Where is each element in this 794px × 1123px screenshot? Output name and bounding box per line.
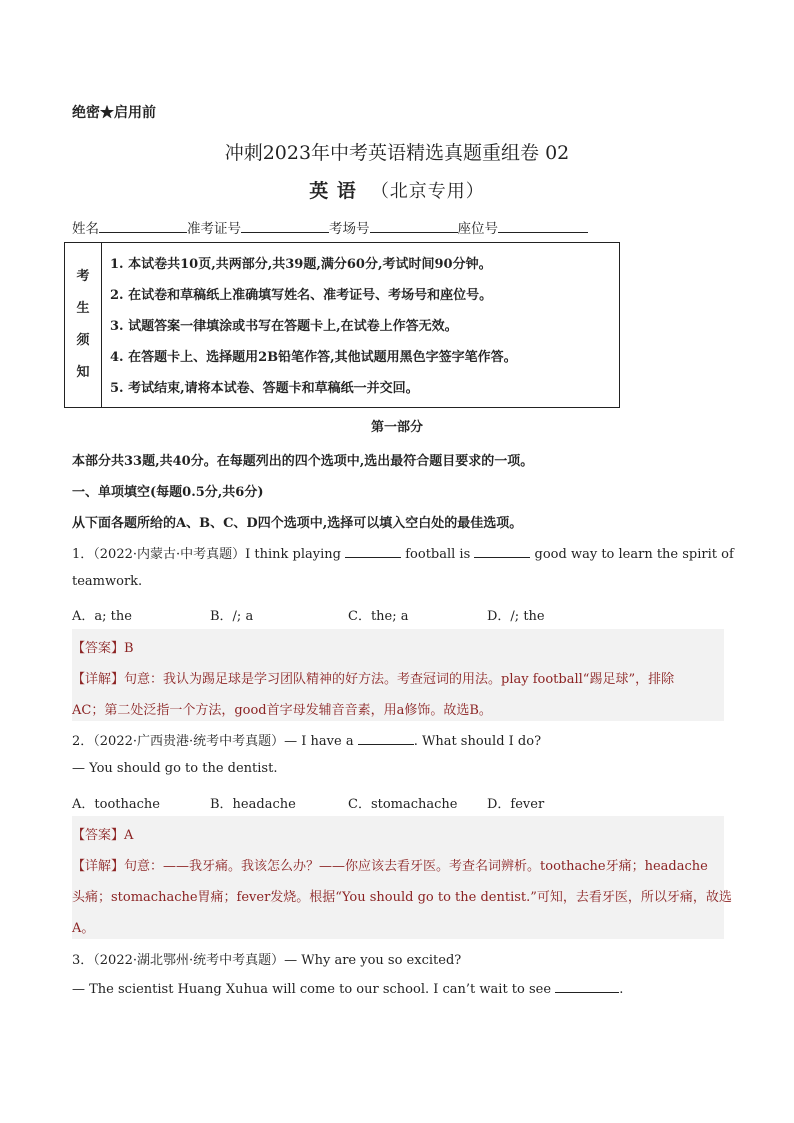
notice-char: 知: [76, 365, 90, 380]
exam-notice-box: [64, 242, 620, 408]
exam-room-label: 考场号: [329, 221, 370, 237]
seat-number-blank[interactable]: [498, 220, 588, 233]
detail-line: [72, 855, 708, 874]
question-3-stem: 3．（2022·湖北鄂州·统考中考真题）— Why are you so excited?: [72, 953, 462, 968]
option-b: B．/; a: [210, 609, 254, 624]
part-one-intro: 本部分共33题,共40分。在每题列出的四个选项中,选出最符合题目要求的一项。: [72, 454, 534, 469]
notice-item: 4. 在答题卡上、选择题用2B铅笔作答,其他试题用黑色字签字笔作答。: [110, 350, 517, 365]
option-d: D．fever: [487, 797, 545, 812]
exam-room-blank[interactable]: [370, 220, 458, 233]
question-2-stem-cont: — You should go to the dentist.: [72, 761, 278, 776]
section-instruction: 从下面各题所给的A、B、C、D四个选项中,选择可以填入空白处的最佳选项。: [72, 516, 523, 531]
detail-label: 【详解】: [72, 672, 125, 687]
answer-value: B: [124, 641, 134, 656]
question-text: 2．（2022·广西贵港·统考中考真题）— I have a: [72, 734, 358, 749]
notice-item: 2. 在试卷和草稿纸上准确填写姓名、准考证号、考场号和座位号。: [110, 288, 493, 303]
notice-items: [110, 255, 517, 410]
answer-value: A: [124, 828, 134, 843]
confidential-label: 绝密★启用前: [72, 105, 156, 121]
detail-line: 头痛；stomachache胃痛；fever发烧。根据“You should go to the dentist.”可知，去看牙医，所以牙痛，故选: [72, 890, 732, 905]
seat-number-label: 座位号: [457, 221, 498, 237]
student-info-row: [72, 217, 588, 237]
notice-side-label: [65, 243, 102, 407]
answer-line: [72, 824, 133, 843]
option-b: B．headache: [210, 797, 296, 812]
detail-line: [72, 668, 674, 687]
answer-blank: [474, 545, 530, 558]
option-c: C．stomachache: [348, 797, 458, 812]
detail-line: AC；第二处泛指一个方法，good首字母发辅音音素，用a修饰。故选B。: [72, 703, 492, 718]
notice-item: 5. 考试结束,请将本试卷、答题卡和草稿纸一并交回。: [110, 381, 419, 396]
subject-name: 英 语: [309, 180, 357, 202]
option-a: A．toothache: [72, 797, 160, 812]
option-d: D．/; the: [487, 609, 545, 624]
question-text: .: [619, 982, 624, 997]
exam-title: 冲刺2023年中考英语精选真题重组卷 02: [224, 142, 570, 164]
answer-label: 【答案】: [72, 641, 125, 656]
name-blank[interactable]: [99, 220, 187, 233]
answer-blank: [358, 732, 414, 745]
subject-note: （北京专用）: [370, 181, 485, 202]
question-2-stem: [72, 730, 541, 749]
question-text: good way to learn the spirit of: [530, 547, 734, 562]
detail-line: A。: [72, 921, 95, 936]
question-text: football is: [401, 547, 475, 562]
section-title: 一、单项填空(每题0.5分,共6分): [72, 485, 264, 500]
answer-explanation-2: [72, 816, 732, 939]
notice-char: 生: [76, 301, 90, 316]
notice-char: 须: [76, 333, 90, 348]
option-c: C．the; a: [348, 609, 409, 624]
detail-text: 句意：我认为踢足球是学习团队精神的好方法。考查冠词的用法。play football“踢足球”，排除: [124, 672, 675, 687]
question-1-stem-cont: teamwork.: [72, 574, 143, 589]
notice-char: 考: [76, 269, 90, 284]
answer-label: 【答案】: [72, 828, 125, 843]
question-text: . What should I do?: [413, 734, 542, 749]
exam-number-label: 准考证号: [187, 221, 241, 237]
question-text: 1．（2022·内蒙古·中考真题）I think playing: [72, 547, 346, 562]
answer-explanation-1: [72, 629, 724, 721]
answer-blank: [345, 545, 401, 558]
answer-line: [72, 637, 134, 656]
answer-blank: [555, 980, 619, 993]
question-3-stem-cont: [72, 980, 623, 997]
notice-item: 1. 本试卷共10页,共两部分,共39题,满分60分,考试时间90分钟。: [110, 257, 492, 272]
notice-item: 3. 试题答案一律填涂或书写在答题卡上,在试卷上作答无效。: [110, 319, 458, 334]
question-1-stem: [72, 543, 734, 562]
exam-number-blank[interactable]: [241, 220, 329, 233]
exam-subject: [0, 176, 794, 203]
name-label: 姓名: [72, 221, 99, 237]
option-a: A．a; the: [72, 609, 132, 624]
part-one-title: 第一部分: [370, 420, 423, 435]
question-text: — The scientist Huang Xuhua will come to our school. I can’t wait to see: [72, 982, 556, 997]
detail-label: 【详解】: [72, 859, 125, 874]
detail-text: 句意：——我牙痛。我该怎么办？——你应该去看牙医。考查名词辨析。toothache牙痛；headache: [124, 859, 708, 874]
